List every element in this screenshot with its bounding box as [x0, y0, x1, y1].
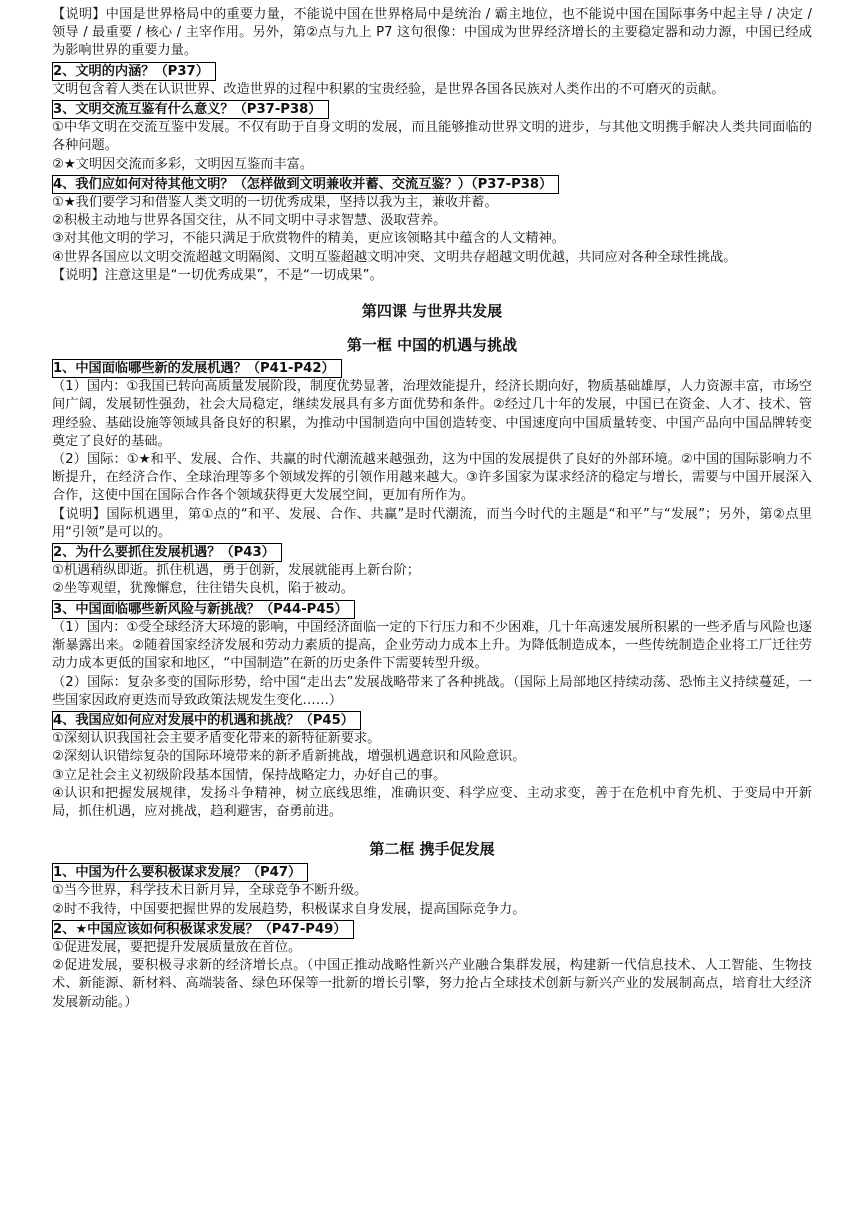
question-heading: 3、文明交流互鉴有什么意义？（P37-P38）: [52, 100, 329, 119]
paragraph: 【说明】国际机遇里，第①点的“和平、发展、合作、共赢”是时代潮流，而当今时代的主题是“和平”与“发展”；另外，第②点里用“引领”是可以的。: [52, 506, 812, 540]
paragraph: 【说明】注意这里是“一切优秀成果”，不是“一切成果”。: [52, 267, 383, 283]
paragraph: （1）国内：①我国已转向高质量发展阶段，制度优势显著，治理效能提升，经济长期向好，物质基础雄厚，人力资源丰富，市场空间广阔，发展韧性强劲，社会大局稳定，继续发展具有多方面优势和条件。②经过几十年的发展，中国已在资金、人才、技术、管理经验、基础设施等领域具备良好的积累，为推动中国制造向中国创造转变、中国速度向中国质量转变、中国产品向中国品牌转变奠定了良好的基础。: [52, 379, 812, 449]
question-heading: 4、我国应如何应对发展中的机遇和挑战？（P45）: [52, 711, 361, 730]
paragraph: （1）国内：①受全球经济大环境的影响，中国经济面临一定的下行压力和不少困难，几十年高速发展所积累的一些矛盾与风险也逐渐暴露出来。②随着国家经济发展和劳动力素质的提高，企业劳动力成本上升。为降低制造成本，一些传统制造企业将工厂迁往劳动力成本更低的国家和地区，“中国制造”在新的历史条件下需要转型升级。: [52, 619, 812, 672]
paragraph: ①当今世界，科学技术日新月异，全球竞争不断升级。: [52, 883, 368, 899]
question-heading-row: [52, 358, 812, 378]
paragraph: ③立足社会主义初级阶段基本国情，保持战略定力，办好自己的事。: [52, 767, 447, 783]
paragraph: ①深刻认识我国社会主要矛盾变化带来的新特征新要求。: [52, 731, 381, 747]
paragraph: ④认识和把握发展规律，发扬斗争精神，树立底线思维，准确识变、科学应变、主动求变，善于在危机中育先机、于变局中开新局，抓住机遇，应对挑战，趋利避害，奋勇前进。: [52, 785, 812, 819]
question-heading-row: [52, 919, 812, 939]
question-heading-row: [52, 542, 812, 562]
question-heading: 3、中国面临哪些新风险与新挑战？（P44-P45）: [52, 600, 355, 619]
question-heading-row: [52, 174, 812, 194]
paragraph: ①机遇稍纵即逝。抓住机遇，勇于创新，发展就能再上新台阶；: [52, 563, 420, 579]
question-heading-row: [52, 99, 812, 119]
question-heading: 1、中国为什么要积极谋求发展？（P47）: [52, 863, 308, 882]
paragraph: ②深刻认识错综复杂的国际环境带来的新矛盾新挑战，增强机遇意识和风险意识。: [52, 749, 526, 765]
paragraph: ②促进发展，要积极寻求新的经济增长点。（中国正推动战略性新兴产业融合集群发展，构建新一代信息技术、人工智能、生物技术、新能源、新材料、高端装备、绿色环保等一批新的增长引擎，努力抢占全球技术创新与新兴产业的发展制高点，培育壮大经济发展新动能。）: [52, 958, 812, 1010]
question-heading-row: [52, 599, 812, 619]
paragraph: ③对其他文明的学习，不能只满足于欣赏物件的精美，更应该领略其中蕴含的人文精神。: [52, 231, 565, 247]
question-heading: 4、我们应如何对待其他文明？（怎样做到文明兼收并蓄、交流互鉴？）（P37-P38）: [52, 175, 559, 194]
paragraph: ②积极主动地与世界各国交往，从不同文明中寻求智慧、汲取营养。: [52, 213, 447, 229]
paragraph: ①促进发展，要把提升发展质量放在首位。: [52, 939, 302, 955]
paragraph: ①中华文明在交流互鉴中发展。不仅有助于自身文明的发展，而且能够推动世界文明的进步，与其他文明携手解决人类共同面临的各种问题。: [52, 120, 812, 154]
section-title: 第一框 中国的机遇与挑战: [346, 336, 518, 355]
paragraph: 文明包含着人类在认识世界、改造世界的过程中积累的宝贵经验，是世界各国各民族对人类作出的不可磨灭的贡献。: [52, 81, 725, 97]
paragraph: ②★文明因交流而多彩，文明因互鉴而丰富。: [52, 156, 314, 172]
question-heading: 2、为什么要抓住发展机遇？（P43）: [52, 543, 282, 562]
document-page: [52, 6, 812, 1012]
question-heading: 2、文明的内涵？（P37）: [52, 62, 216, 81]
lesson-title: 第四课 与世界共发展: [361, 302, 503, 321]
question-heading-row: [52, 710, 812, 730]
question-heading: 2、★中国应该如何积极谋求发展？（P47-P49）: [52, 920, 354, 939]
paragraph: ②坐等观望，犹豫懈怠，往往错失良机，陷于被动。: [52, 581, 354, 597]
paragraph: ④世界各国应以文明交流超越文明隔阂、文明互鉴超越文明冲突、文明共存超越文明优越，共同应对各种全球性挑战。: [52, 249, 737, 265]
paragraph: 【说明】中国是世界格局中的重要力量，不能说中国在世界格局中是统治 / 霸主地位，也不能说中国在国际事务中起主导 / 决定 / 领导 / 最重要 / 核心 / 主宰作用。另外，第②点与九上 P7 这句很像：中国成为世界经济增长的主要稳定器和动力源，中国已经成为影响世界的重要力量。: [52, 7, 812, 59]
question-heading: 1、中国面临哪些新的发展机遇？（P41-P42）: [52, 359, 342, 378]
question-heading-row: [52, 862, 812, 882]
paragraph: （2）国际：①★和平、发展、合作、共赢的时代潮流越来越强劲，这为中国的发展提供了良好的外部环境。②中国的国际影响力不断提升，在经济合作、全球治理等多个领域发挥的引领作用越来越大。③许多国家为谋求经济的稳定与增长，需要与中国开展深入合作，这使中国在国际合作各个领域获得更大发展空间，更加有所作为。: [52, 452, 812, 504]
section-title: 第二框 携手促发展: [369, 840, 495, 859]
paragraph: （2）国际：复杂多变的国际形势，给中国“走出去”发展战略带来了各种挑战。（国际上局部地区持续动荡、恐怖主义持续蔓延，一些国家因政府更迭而导致政策法规发生变化……）: [52, 674, 812, 708]
paragraph: ②时不我待，中国要把握世界的发展趋势，积极谋求自身发展，提高国际竞争力。: [52, 901, 526, 917]
question-heading-row: [52, 61, 812, 81]
paragraph: ①★我们要学习和借鉴人类文明的一切优秀成果，坚持以我为主，兼收并蓄。: [52, 195, 498, 211]
